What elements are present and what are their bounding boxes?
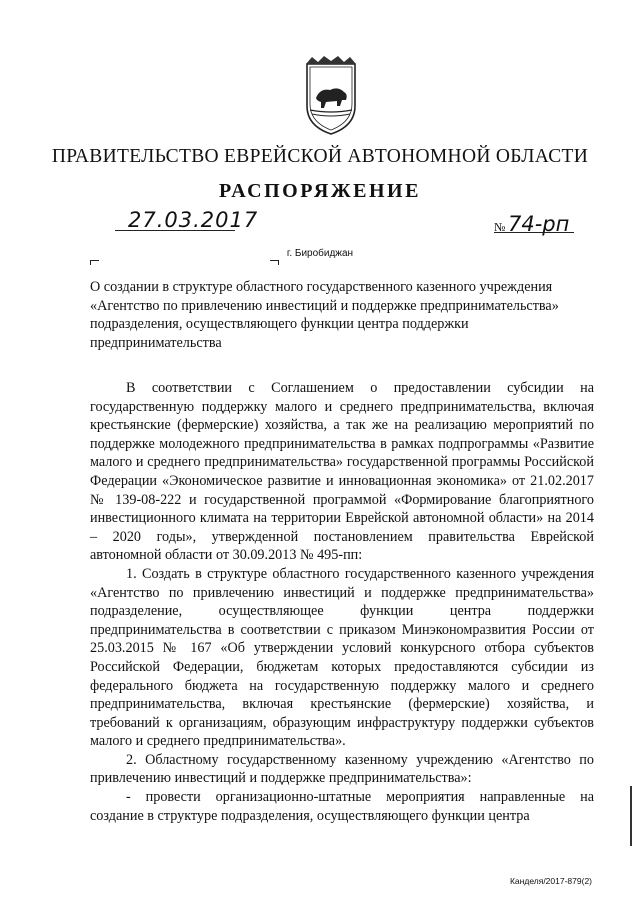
government-title: ПРАВИТЕЛЬСТВО ЕВРЕЙСКОЙ АВТОНОМНОЙ ОБЛАСТИ [51,146,589,167]
scan-edge-mark [630,786,632,846]
body-paragraph: 2. Областному государственному казенному учреждению «Агентство по привлечению инвестиций и поддержке предпринимательства»: [90,751,594,787]
city-name: г. Биробиджан [286,248,354,259]
number-underline [494,232,574,233]
document-number-sign: № [494,220,506,234]
body-paragraph: 1. Создать в структуре областного государственного казенного учреждения «Агентство по привлечению инвестиций и поддержке предпринимательства» подразделение, осуществляющее функции центра поддержки предпринимательства в соответствии с приказом Минэкономразвития России от 25.03.2015 № 167 «Об утверждении условий конкурсного отбора субъектов Российской Федерации, бюджетам которых предоставляются субсидии из федерального бюджета на государственную поддержку малого и среднего предпринимательства, включая крестьянские (фермерские) хозяйства, и требований к организациям, образующим инфраструктуру поддержки субъектов малого и среднего предпринимательства». [90,565,594,750]
document-body [90,379,594,825]
subject-right-corner-mark [270,260,279,265]
subject-left-corner-mark [90,260,99,265]
document-type-title: РАСПОРЯЖЕНИЕ [219,180,421,202]
coat-of-arms-emblem [304,54,358,136]
date-underline [115,230,235,231]
footer-code: Канделя/2017-879(2) [509,876,592,886]
document-subject: О создании в структуре областного государственного казенного учреждения «Агентство по привлечению инвестиций и поддержке предпринимательства» подразделения, осуществляющего функции центра поддержки предпринимательства [90,279,559,351]
body-paragraph: В соответствии с Соглашением о предоставлении субсидии на государственную поддержку малого и среднего предпринимательства, включая крестьянские (фермерские) хозяйства, а так же на реализацию мероприятий по поддержке молодежного предпринимательства в рамках подпрограммы «Развитие малого и среднего предпринимательства» государственной программы Российской Федерации «Экономическое развитие и инновационная экономика» от 21.02.2017 № 139-08-222 и государственной программой «Формирование благоприятного инвестиционного климата на территории Еврейской автономной области» на 2014 – 2020 годы», утвержденной постановлением правительства Еврейской автономной области от 30.09.2013 № 495-пп: [90,380,594,564]
body-paragraph: - провести организационно-штатные мероприятия направленные на создание в структуре подразделения, осуществляющего функции центра [90,789,594,824]
document-date: 27.03.2017 [128,208,259,232]
document-number: 74-рп [508,212,570,236]
